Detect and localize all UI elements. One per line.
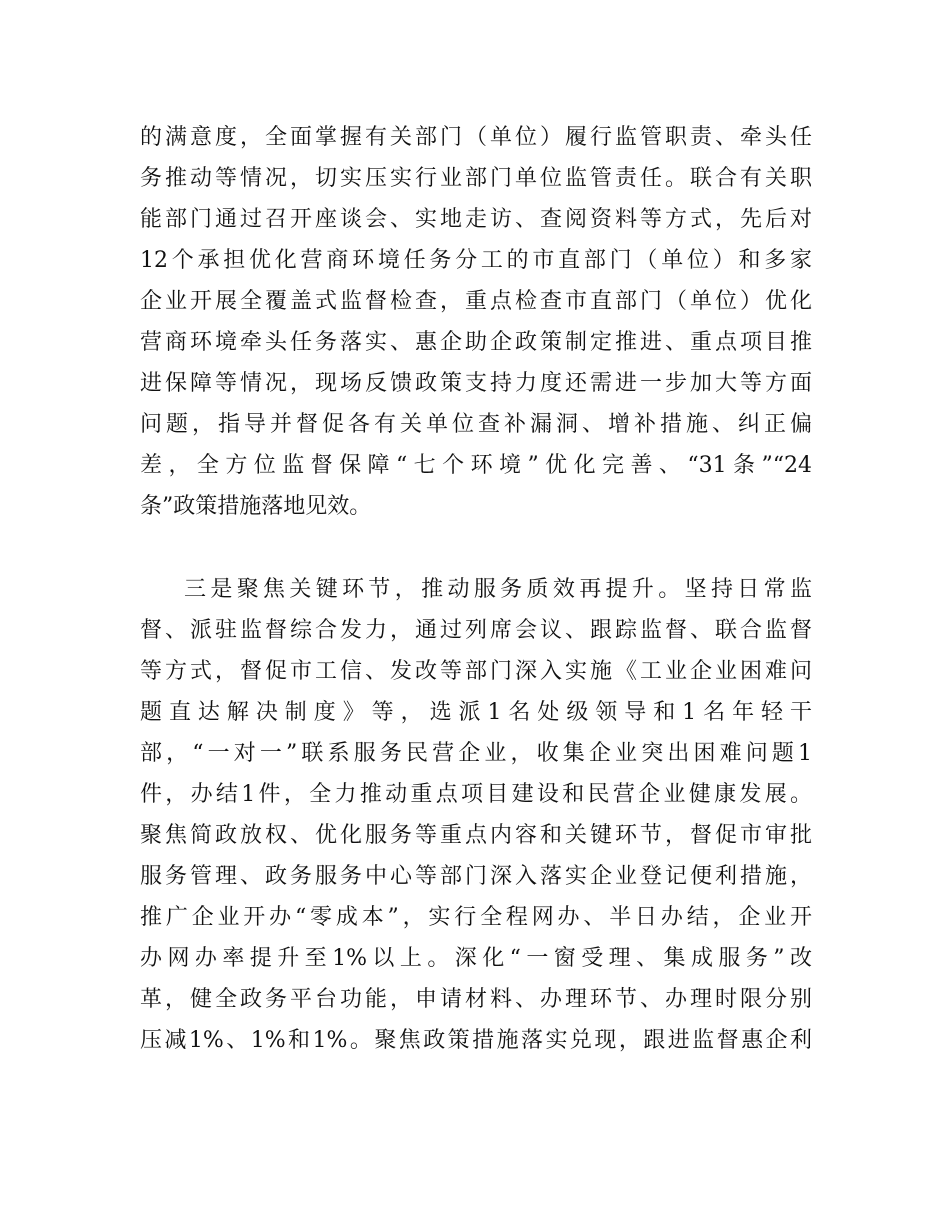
text-line: 革，健全政务平台功能，申请材料、办理环节、办理时限分别	[140, 987, 812, 1012]
text-line: 服务管理、政务服务中心等部门深入落实企业登记便利措施，	[140, 864, 812, 889]
paragraph-2	[140, 569, 812, 1061]
text-line: 聚焦简政放权、优化服务等重点内容和关键环节，督促市审批	[140, 823, 812, 848]
text-line: 差，全方位监督保障“七个环境”优化完善、“31条”“24	[140, 453, 812, 478]
text-line: 推广企业开办“零成本”，实行全程网办、半日办结，企业开	[140, 905, 812, 930]
paragraph-1	[140, 117, 812, 527]
text-line: 企业开展全覆盖式监督检查，重点检查市直部门（单位）优化	[140, 289, 812, 314]
text-line: 进保障等情况，现场反馈政策支持力度还需进一步加大等方面	[140, 371, 812, 396]
text-line: 12个承担优化营商环境任务分工的市直部门（单位）和多家	[140, 248, 812, 273]
text-line: 务推动等情况，切实压实行业部门单位监管责任。联合有关职	[140, 166, 812, 191]
text-line: 督、派驻监督综合发力，通过列席会议、跟踪监督、联合监督	[140, 618, 812, 643]
text-line: 条”政策措施落地见效。	[140, 494, 372, 519]
text-line: 能部门通过召开座谈会、实地走访、查阅资料等方式，先后对	[140, 207, 812, 232]
text-line: 的满意度，全面掌握有关部门（单位）履行监管职责、牵头任	[140, 125, 812, 150]
text-line: 题直达解决制度》等，选派1名处级领导和1名年轻干	[140, 700, 812, 725]
text-line: 三是聚焦关键环节，推动服务质效再提升。坚持日常监	[184, 577, 812, 602]
text-line: 件，办结1件，全力推动重点项目建设和民营企业健康发展。	[140, 782, 812, 807]
text-line: 等方式，督促市工信、发改等部门深入实施《工业企业困难问	[140, 659, 812, 684]
text-line: 部，“一对一”联系服务民营企业，收集企业突出困难问题1	[140, 741, 812, 766]
text-line: 压减1%、1%和1%。聚焦政策措施落实兑现，跟进监督惠企利	[140, 1028, 812, 1053]
text-line: 办网办率提升至1%以上。深化“一窗受理、集成服务”改	[140, 946, 812, 971]
text-line: 问题，指导并督促各有关单位查补漏洞、增补措施、纠正偏	[140, 412, 812, 437]
text-line: 营商环境牵头任务落实、惠企助企政策制定推进、重点项目推	[140, 330, 812, 355]
